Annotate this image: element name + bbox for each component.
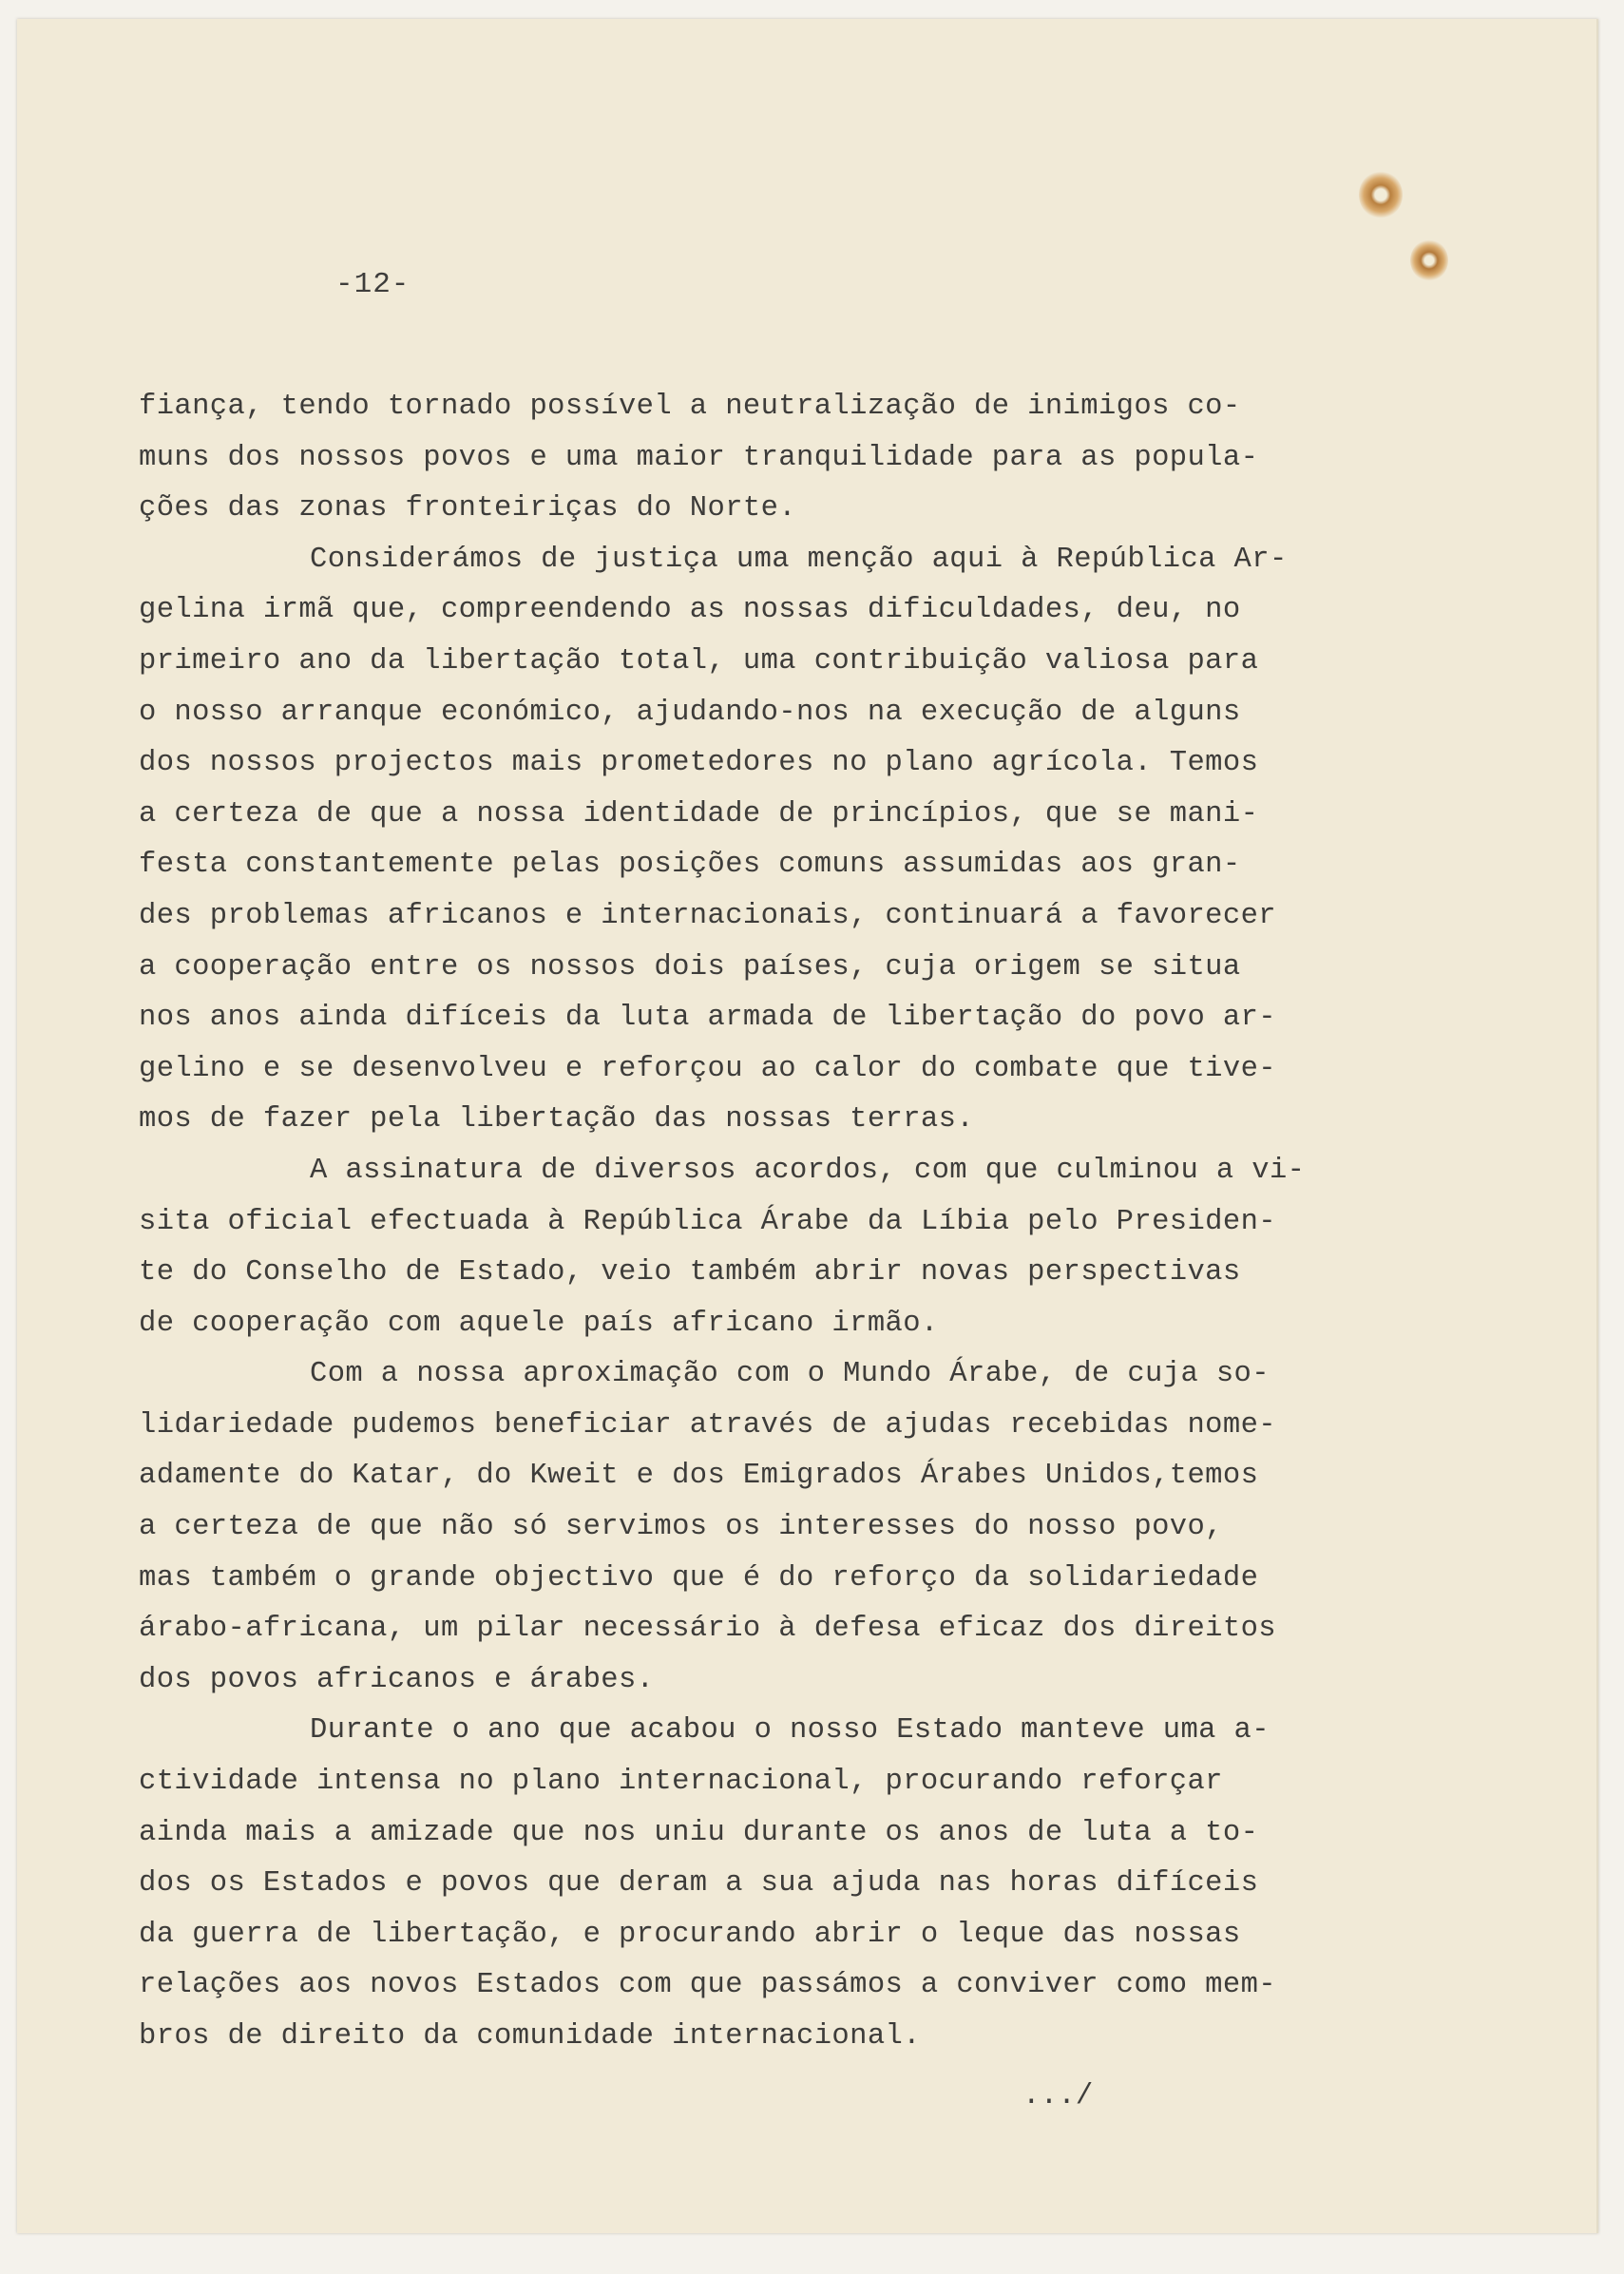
text-line: Considerámos de justiça uma menção aqui à República Ar- [310,543,1288,576]
text-line: gelino e se desenvolveu e reforçou ao calor do combate que tive- [139,1052,1276,1085]
text-line: A assinatura de diversos acordos, com que culminou a vi- [310,1154,1306,1187]
burn-mark [1359,171,1403,219]
text-line: Durante o ano que acabou o nosso Estado manteve uma a- [310,1714,1270,1748]
text-line: fiança, tendo tornado possível a neutralização de inimigos co- [139,391,1241,423]
text-line: de cooperação com aquele país africano irmão. [139,1307,939,1340]
text-line: ainda mais a amizade que nos uniu durante os anos de luta a to- [139,1816,1259,1849]
text-line: ctividade intensa no plano internacional, procurando reforçar [139,1766,1223,1799]
text-line: Com a nossa aproximação com o Mundo Árabe, de cuja so- [310,1358,1270,1391]
text-line: sita oficial efectuada à República Árabe da Líbia pelo Presiden- [139,1205,1276,1238]
text-line: dos nossos projectos mais prometedores no plano agrícola. Temos [139,747,1259,780]
text-line: o nosso arranque económico, ajudando-nos na execução de alguns [139,696,1241,729]
text-line: gelina irmã que, compreendendo as nossas dificuldades, deu, no [139,594,1241,627]
page-number: -12- [335,268,411,301]
text-line: primeiro ano da libertação total, uma contribuição valiosa para [139,644,1259,678]
text-line: a certeza de que não só servimos os interesses do nosso povo, [139,1511,1223,1544]
text-line: muns dos nossos povos e uma maior tranquilidade para as popula- [139,441,1259,474]
body-text [139,382,1346,2063]
text-line: mos de fazer pela libertação das nossas terras. [139,1103,975,1137]
paragraph [139,535,1346,1146]
text-line: a certeza de que a nossa identidade de princípios, que se mani- [139,797,1259,831]
paragraph [139,1349,1346,1706]
text-line: des problemas africanos e internacionais, continuará a favorecer [139,899,1276,932]
typewritten-page [17,19,1598,2233]
text-line: te do Conselho de Estado, veio também abrir novas perspectivas [139,1256,1241,1290]
paragraph [139,1706,1346,2062]
text-line: dos os Estados e povos que deram a sua ajuda nas horas difíceis [139,1867,1259,1901]
text-line: a cooperação entre os nossos dois países, cuja origem se situa [139,950,1241,984]
text-line: da guerra de libertação, e procurando abrir o leque das nossas [139,1918,1241,1951]
text-line: festa constantemente pelas posições comuns assumidas aos gran- [139,849,1241,882]
text-line: relações aos novos Estados com que passámos a conviver como mem- [139,1969,1276,2002]
text-line: lidariedade pudemos beneficiar através de ajudas recebidas nome- [139,1408,1276,1442]
paragraph [139,382,1346,535]
continuation-mark: .../ [1022,2079,1094,2112]
text-line: dos povos africanos e árabes. [139,1663,655,1696]
text-line: árabo-africana, um pilar necessário à defesa eficaz dos direitos [139,1613,1276,1646]
text-line: bros de direito da comunidade internacional. [139,2020,921,2053]
text-line: ções das zonas fronteiriças do Norte. [139,492,797,526]
burn-mark [1410,239,1448,281]
text-line: adamente do Katar, do Kweit e dos Emigrados Árabes Unidos,temos [139,1460,1259,1493]
paragraph [139,1146,1346,1349]
text-line: nos anos ainda difíceis da luta armada de libertação do povo ar- [139,1002,1276,1035]
text-line: mas também o grande objectivo que é do reforço da solidariedade [139,1561,1259,1595]
